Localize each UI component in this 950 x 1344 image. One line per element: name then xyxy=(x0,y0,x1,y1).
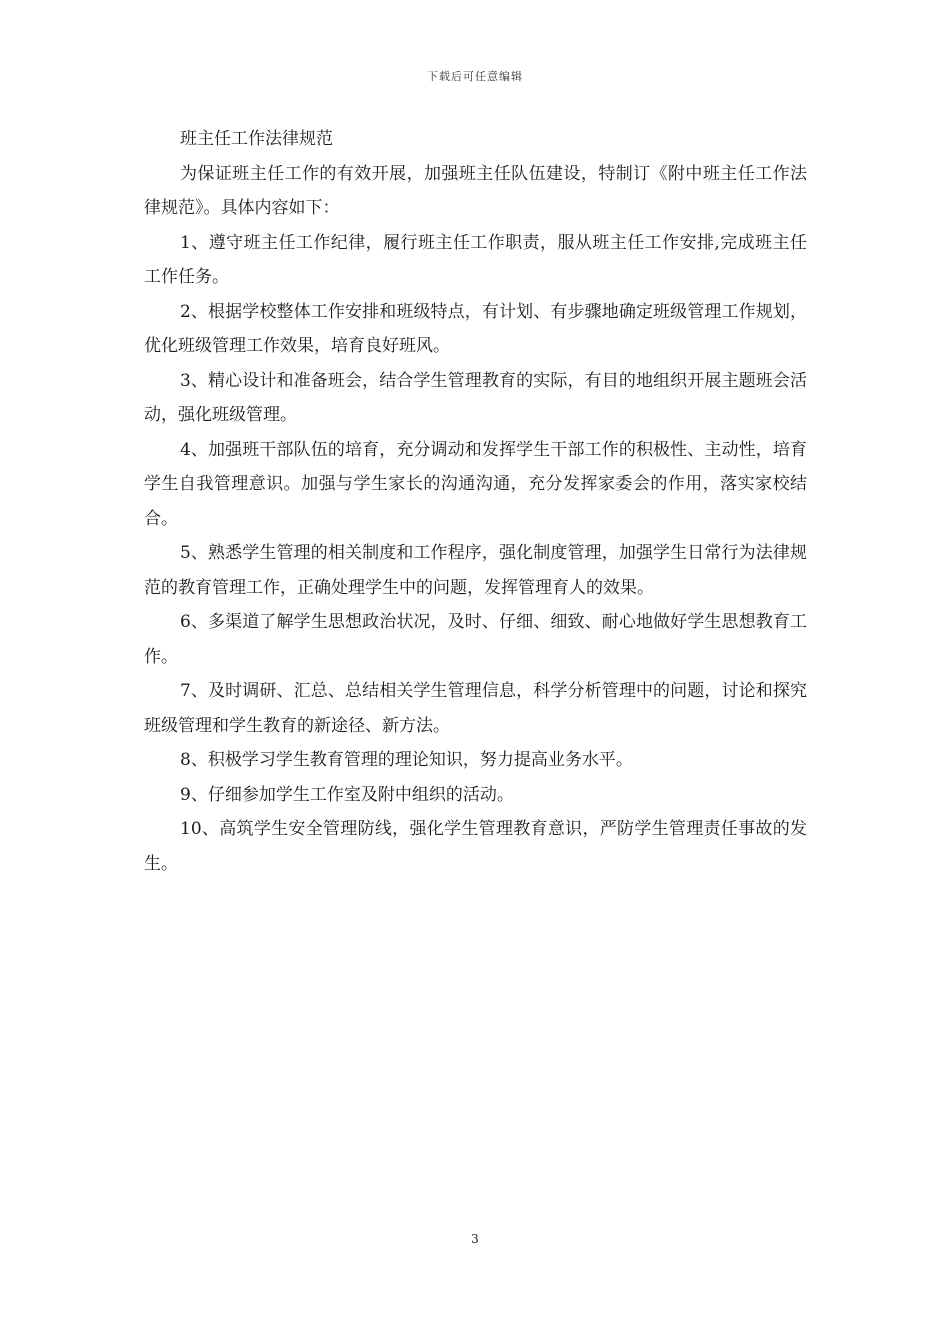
paragraph-item-3: 3、精心设计和准备班会，结合学生管理教育的实际，有目的地组织开展主题班会活动，强化班级管理。 xyxy=(144,370,807,425)
paragraph-item-2: 2、根据学校整体工作安排和班级特点，有计划、有步骤地确定班级管理工作规划，优化班级管理工作效果，培育良好班风。 xyxy=(144,301,807,356)
paragraph-item-6: 6、多渠道了解学生思想政治状况，及时、仔细、细致、耐心地做好学生思想教育工作。 xyxy=(144,612,807,667)
document-body xyxy=(144,122,807,881)
paragraph-item-9: 9、仔细参加学生工作室及附中组织的活动。 xyxy=(180,784,514,805)
paragraph-intro: 为保证班主任工作的有效开展，加强班主任队伍建设，特制订《附中班主任工作法律规范》。具体内容如下： xyxy=(144,163,807,218)
paragraph-item-10: 10、高筑学生安全管理防线，强化学生管理教育意识，严防学生管理责任事故的发生。 xyxy=(144,819,807,874)
paragraph-item-7: 7、及时调研、汇总、总结相关学生管理信息，科学分析管理中的问题，讨论和探究班级管理和学生教育的新途径、新方法。 xyxy=(144,681,807,736)
header-note: 下载后可任意编辑 xyxy=(427,70,523,83)
page-number: 3 xyxy=(471,1232,479,1246)
paragraph-item-5: 5、熟悉学生管理的相关制度和工作程序，强化制度管理，加强学生日常行为法律规范的教育管理工作，正确处理学生中的问题，发挥管理育人的效果。 xyxy=(144,543,807,598)
paragraph-item-8: 8、积极学习学生教育管理的理论知识，努力提高业务水平。 xyxy=(180,750,633,770)
document-title: 班主任工作法律规范 xyxy=(180,129,333,149)
paragraph-item-4: 4、加强班干部队伍的培育，充分调动和发挥学生干部工作的积极性、主动性，培育学生自我管理意识。加强与学生家长的沟通沟通，充分发挥家委会的作用，落实家校结合。 xyxy=(144,439,807,529)
paragraph-item-1: 1、遵守班主任工作纪律，履行班主任工作职责，服从班主任工作安排,完成班主任工作任务。 xyxy=(144,232,807,287)
